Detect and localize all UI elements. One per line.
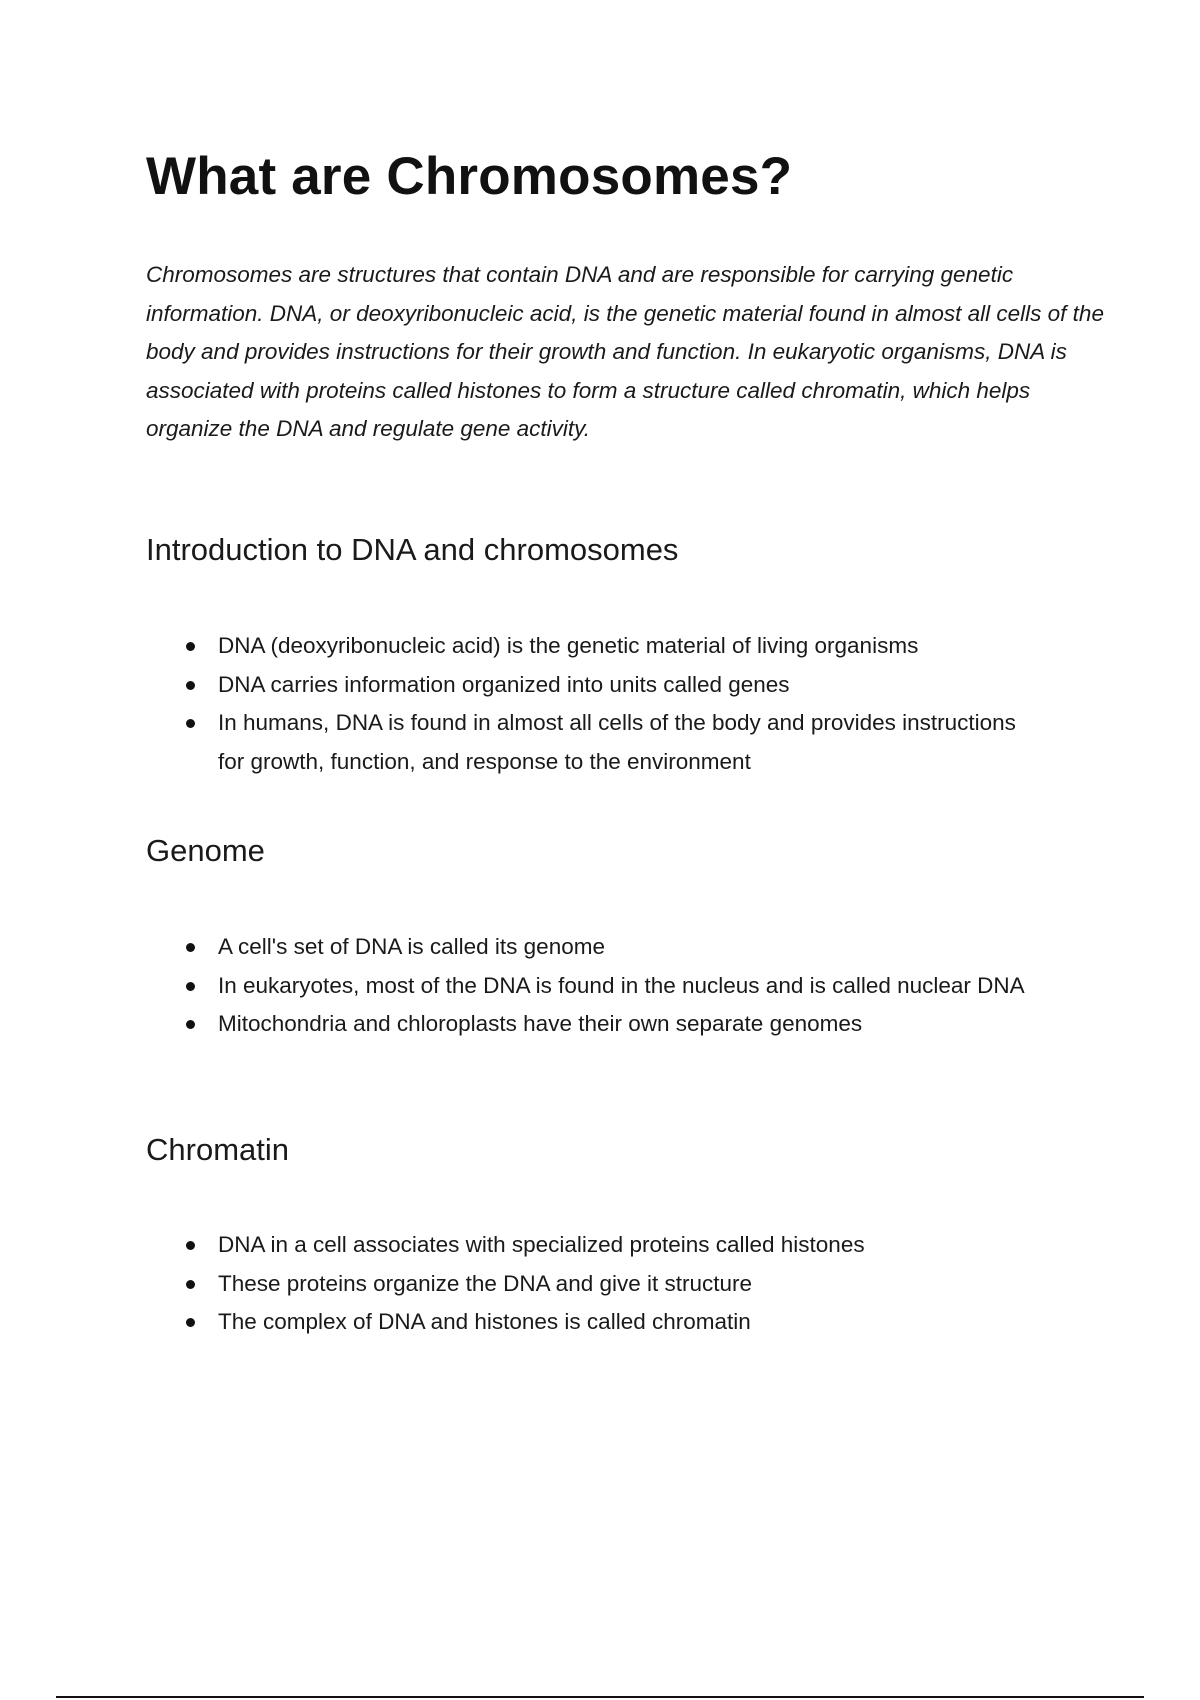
- section-heading-genome: Genome: [146, 833, 265, 868]
- section-heading-chromatin: Chromatin: [146, 1132, 289, 1167]
- page-title: What are Chromosomes?: [146, 147, 793, 206]
- list-item: In humans, DNA is found in almost all cells of the body and provides instructions for growth, function, and response to the environment: [146, 704, 1046, 781]
- bullet-list-introduction: [146, 627, 1046, 781]
- section-heading-introduction: Introduction to DNA and chromosomes: [146, 532, 679, 567]
- bullet-list-genome: [146, 928, 1046, 1044]
- list-item: In eukaryotes, most of the DNA is found in the nucleus and is called nuclear DNA: [146, 967, 1046, 1006]
- list-item: Mitochondria and chloroplasts have their own separate genomes: [146, 1005, 1046, 1044]
- bottom-divider: [56, 1696, 1144, 1698]
- list-item: These proteins organize the DNA and give it structure: [146, 1265, 1046, 1304]
- list-item: DNA in a cell associates with specialized proteins called histones: [146, 1226, 1046, 1265]
- list-item: DNA (deoxyribonucleic acid) is the genetic material of living organisms: [146, 627, 1046, 666]
- bullet-list-chromatin: [146, 1226, 1046, 1342]
- list-item: A cell's set of DNA is called its genome: [146, 928, 1046, 967]
- list-item: DNA carries information organized into units called genes: [146, 666, 1046, 705]
- intro-paragraph: Chromosomes are structures that contain DNA and are responsible for carrying genetic information. DNA, or deoxyribonucleic acid, is the genetic material found in almost all cells of the body and provides instructions for their growth and function. In eukaryotic organisms, DNA is associated with proteins called histones to form a structure called chromatin, which helps organize the DNA and regulate gene activity.: [146, 262, 1104, 441]
- list-item: The complex of DNA and histones is called chromatin: [146, 1303, 1046, 1342]
